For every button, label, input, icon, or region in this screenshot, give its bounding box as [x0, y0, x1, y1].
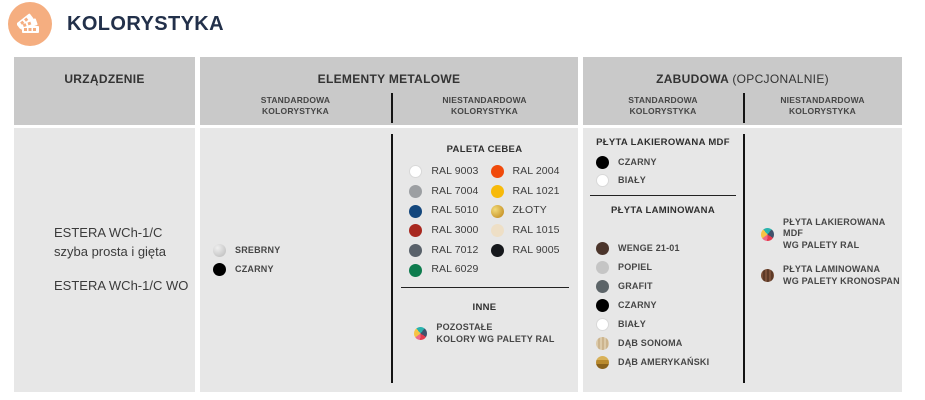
column-enclosure [583, 57, 902, 392]
enclosure-subheader-nonstandard: NIESTANDARDOWA KOLORYSTYKA [780, 94, 865, 116]
color-label: GRAFIT [618, 280, 653, 291]
color-label: ZŁOTY [512, 204, 547, 217]
color-label: BIAŁY [618, 318, 646, 329]
section-separator [401, 287, 569, 288]
color-label: CZARNY [618, 156, 657, 167]
color-label: POPIEL [618, 261, 653, 272]
column-metal-elements [200, 57, 578, 392]
color-label: PŁYTA LAKIEROWANA MDF WG PALETY RAL [783, 216, 886, 251]
column-device [14, 57, 195, 392]
device-name-line: ESTERA WCh-1/C WO [54, 278, 189, 294]
color-item [596, 318, 743, 331]
device-name-line: szyba prosta i gięta [54, 243, 167, 259]
color-swatch [596, 280, 609, 293]
enclosure-subheader-standard: STANDARDOWA KOLORYSTYKA [628, 94, 698, 116]
color-item [491, 165, 560, 179]
laminate-colors [583, 242, 743, 369]
color-table [14, 57, 902, 392]
color-label: RAL 6029 [431, 263, 479, 276]
paleta-cebea-grid [391, 165, 578, 277]
color-item [409, 165, 478, 179]
color-item [596, 337, 743, 350]
device-body-cell [14, 128, 195, 392]
device-header: URZĄDZENIE [64, 72, 145, 86]
page-title: KOLORYSTYKA [67, 12, 224, 35]
color-swatch [409, 205, 422, 218]
color-swatch [596, 356, 609, 369]
color-item [491, 224, 560, 238]
metal-subheaders [200, 95, 578, 117]
subcolumn-divider [391, 93, 393, 123]
color-swatch [414, 327, 427, 340]
enclosure-nonstandard-colors [743, 120, 902, 384]
color-item [596, 261, 743, 274]
device-name-line: ESTERA WCh-1/C [54, 224, 163, 240]
color-swatch [491, 165, 504, 178]
color-item [213, 244, 391, 257]
enclosure-body-cell [583, 128, 902, 392]
color-item [409, 224, 478, 238]
palette-icon [8, 2, 52, 46]
color-swatch [596, 299, 609, 312]
color-swatch [409, 264, 422, 277]
color-swatch [491, 244, 504, 257]
color-swatch [491, 224, 504, 237]
subcolumn-divider [743, 134, 745, 383]
metal-body-cell [200, 128, 578, 392]
color-swatch [596, 242, 609, 255]
color-item [409, 204, 478, 218]
color-label: DĄB AMERYKAŃSKI [618, 356, 710, 367]
color-swatch [596, 318, 609, 331]
color-swatch [409, 185, 422, 198]
mdf-heading: PŁYTA LAKIEROWANA MDF [596, 137, 730, 148]
paleta-left-column [409, 165, 478, 277]
color-swatch [596, 156, 609, 169]
enclosure-header: ZABUDOWA (OPCJONALNIE) [656, 72, 829, 86]
metal-nonstandard-colors [391, 128, 578, 392]
color-swatch [409, 165, 422, 178]
color-label: RAL 7012 [431, 243, 479, 256]
color-item [596, 156, 743, 169]
inne-heading: INNE [472, 301, 497, 313]
metal-standard-colors [200, 128, 391, 392]
color-label: DĄB SONOMA [618, 337, 683, 348]
section-separator [590, 195, 736, 196]
paleta-right-column [491, 165, 560, 277]
mdf-colors [583, 156, 743, 187]
metal-header: ELEMENTY METALOWE [317, 72, 461, 86]
color-swatch [596, 174, 609, 187]
color-item [596, 356, 743, 369]
color-swatch [213, 263, 226, 276]
subcolumn-divider [743, 93, 745, 123]
metal-header-cell [200, 57, 578, 125]
color-swatch [596, 261, 609, 274]
color-label: RAL 3000 [431, 223, 479, 236]
color-swatch [596, 337, 609, 350]
color-label: RAL 9003 [431, 165, 479, 177]
color-label: CZARNY [618, 299, 657, 310]
color-label: PŁYTA LAMINOWANA WG PALETY KRONOSPAN [783, 263, 900, 286]
color-swatch [409, 224, 422, 237]
color-swatch [761, 228, 774, 241]
color-item [491, 185, 560, 199]
color-item [409, 263, 478, 277]
color-swatch [409, 244, 422, 257]
color-swatch [213, 244, 226, 257]
color-swatch [491, 185, 504, 198]
color-item [596, 174, 743, 187]
color-swatch [491, 205, 504, 218]
color-label: CZARNY [235, 263, 274, 274]
enclosure-standard-colors [583, 128, 743, 392]
color-swatch [761, 269, 774, 282]
color-item [213, 263, 391, 276]
color-label: RAL 5010 [431, 204, 479, 217]
color-label: RAL 2004 [512, 165, 560, 177]
page-header [8, 2, 224, 46]
color-item [409, 244, 478, 258]
color-label: RAL 7004 [431, 184, 479, 197]
inne-colors [391, 322, 578, 345]
paleta-cebea-heading: PALETA CEBEA [446, 144, 523, 155]
color-item [596, 280, 743, 293]
color-label: RAL 1015 [512, 223, 560, 236]
color-item [596, 299, 743, 312]
color-label: RAL 1021 [512, 184, 560, 197]
metal-subheader-nonstandard: NIESTANDARDOWA KOLORYSTYKA [442, 94, 527, 116]
color-item [491, 204, 560, 218]
color-label: POZOSTAŁE KOLORY WG PALETY RAL [436, 321, 555, 344]
subcolumn-divider [391, 134, 393, 383]
color-label: WENGE 21-01 [618, 242, 680, 253]
color-item [414, 322, 554, 345]
color-label: SREBRNY [235, 244, 281, 255]
color-item [761, 264, 902, 287]
laminate-heading: PŁYTA LAMINOWANA [610, 205, 715, 216]
color-item [596, 242, 743, 255]
color-item [491, 244, 560, 258]
color-item [761, 217, 902, 252]
color-item [409, 185, 478, 199]
color-label: RAL 9005 [512, 243, 560, 256]
metal-subheader-standard: STANDARDOWA KOLORYSTYKA [260, 94, 331, 116]
enclosure-header-cell [583, 57, 902, 125]
device-header-cell [14, 57, 195, 125]
color-label: BIAŁY [618, 174, 646, 185]
